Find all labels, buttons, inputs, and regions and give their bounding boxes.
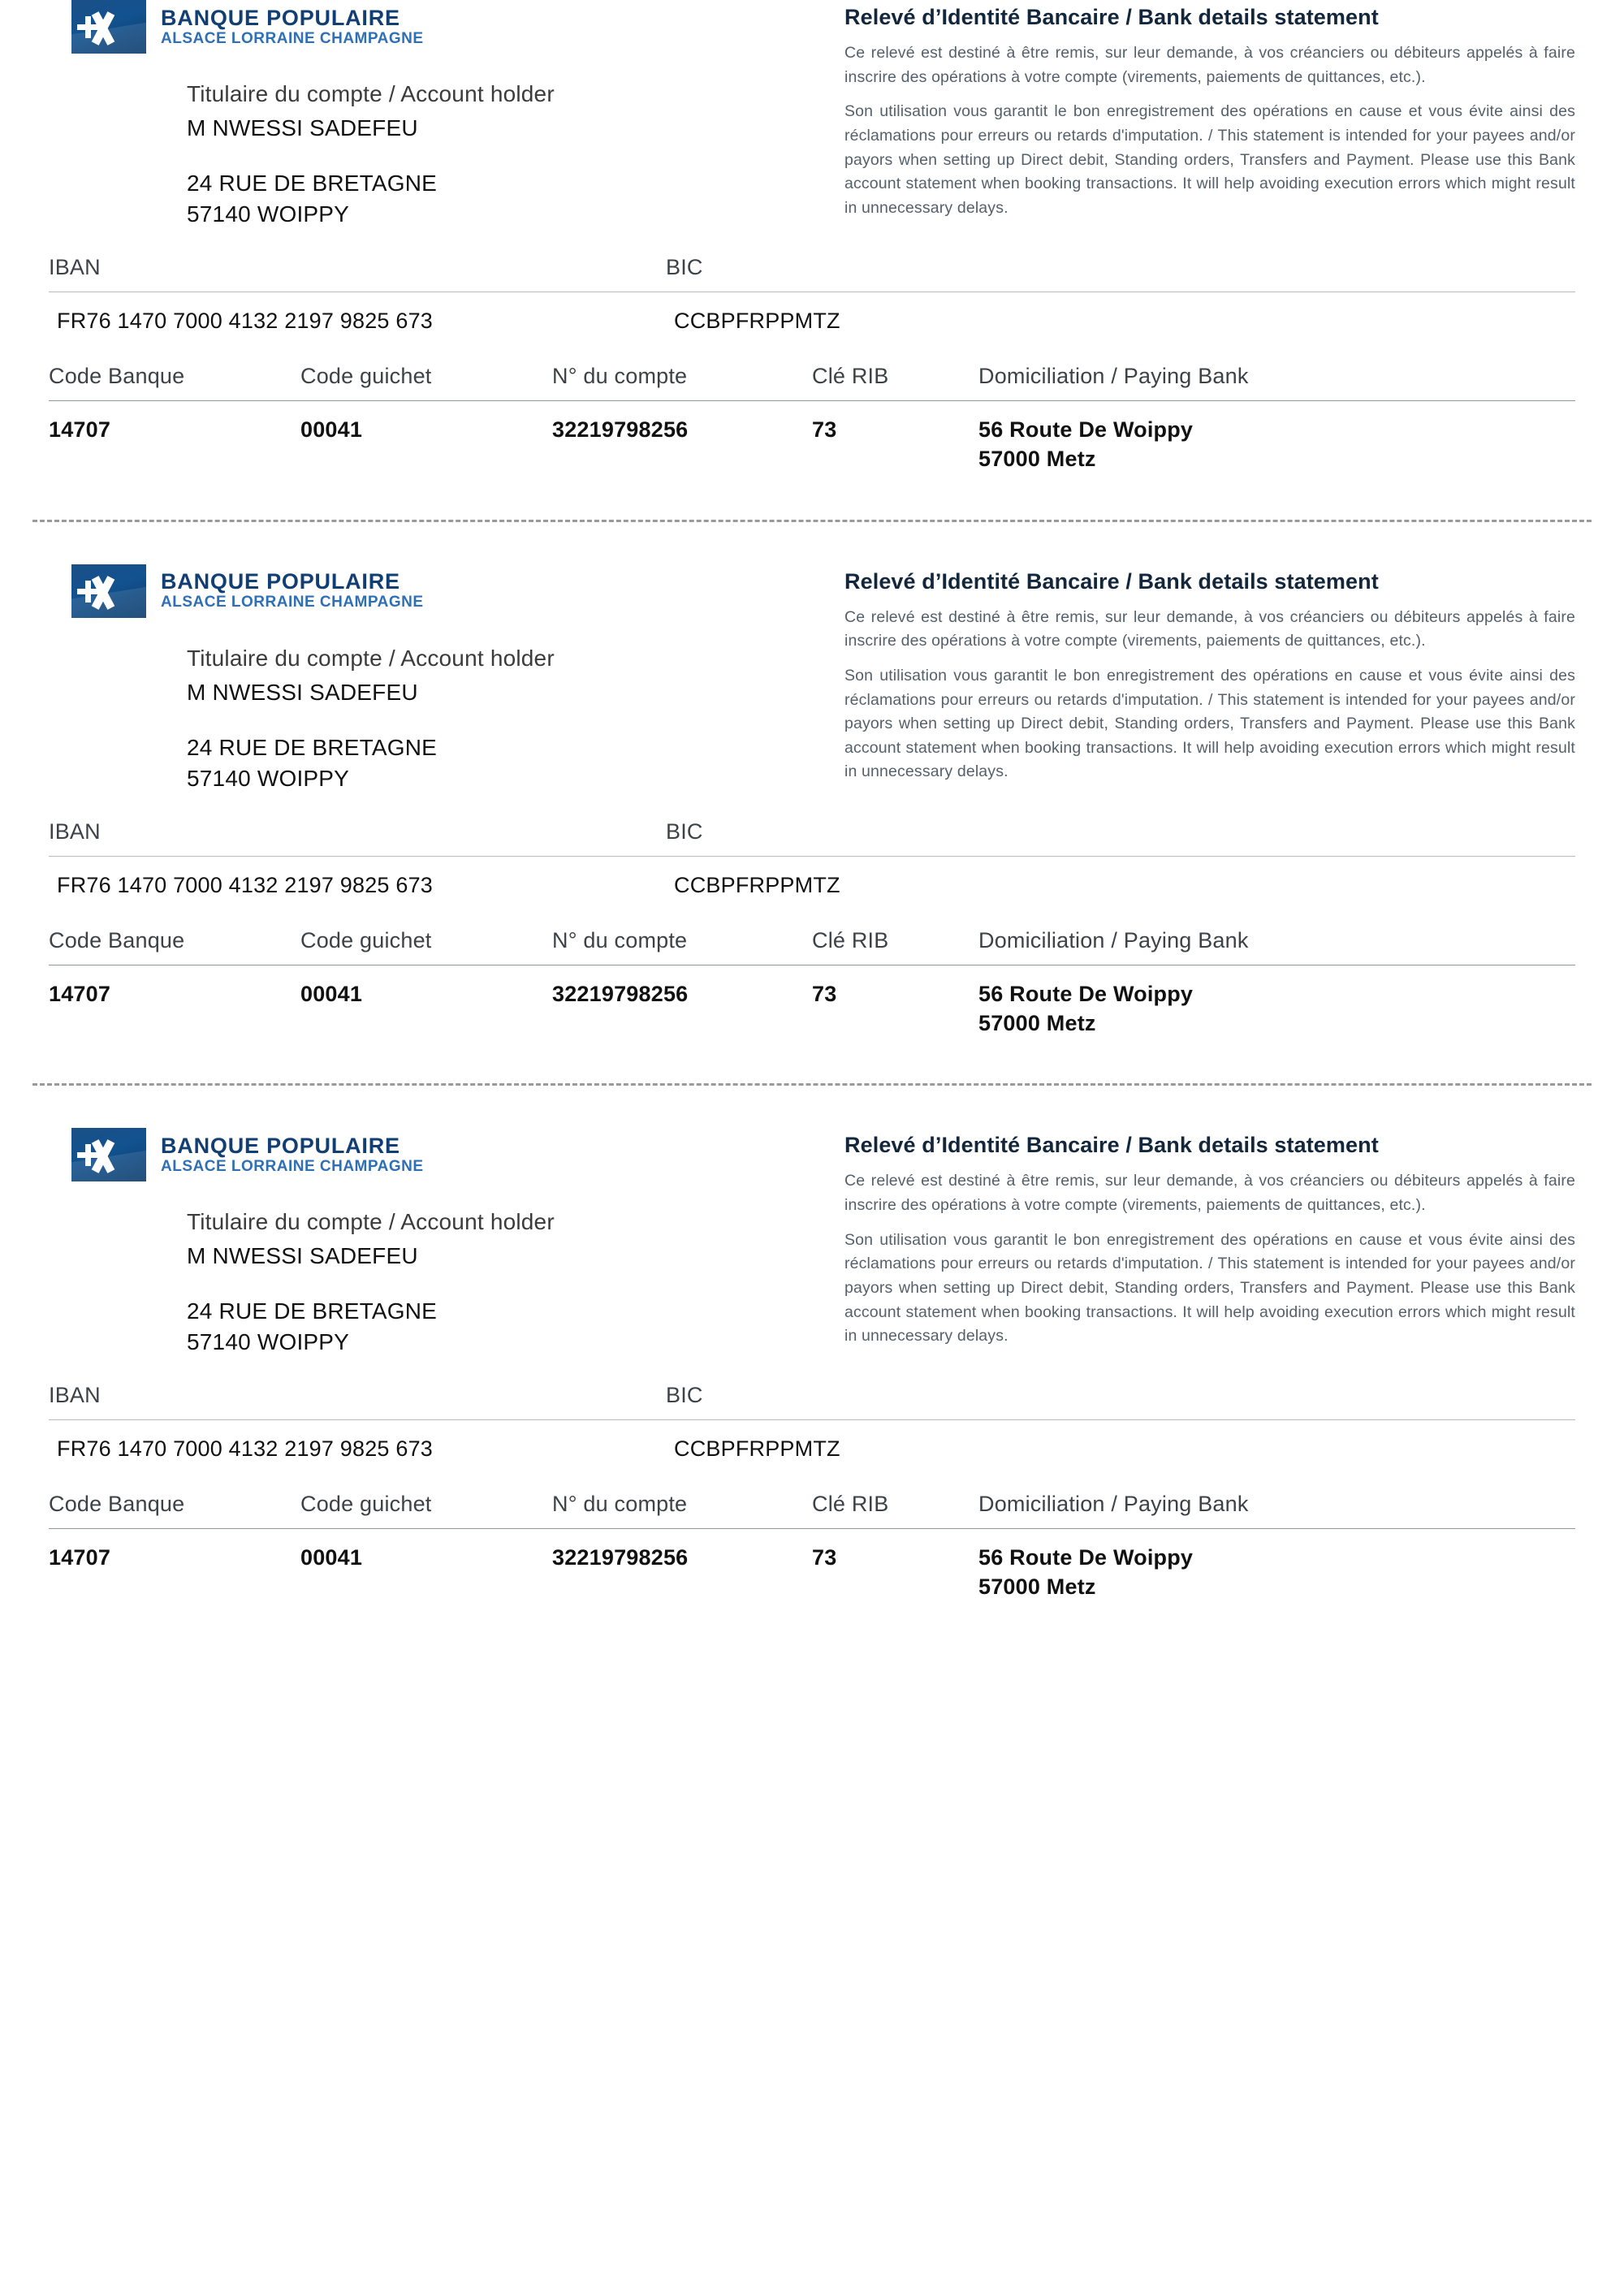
iban-value: FR76 1470 7000 4132 2197 9825 673: [57, 1436, 434, 1462]
bank-logo: [49, 0, 844, 54]
account-holder-label: Titulaire du compte / Account holder: [187, 81, 555, 106]
bank-code-value: 14707: [49, 1545, 111, 1570]
iban-bic-header-row: [49, 819, 1575, 856]
rib-notice: [844, 1128, 1575, 1348]
rib-left-column: [49, 0, 844, 227]
bank-name-line1: BANQUE POPULAIRE: [161, 1133, 400, 1158]
iban-bic-section: [49, 255, 1575, 336]
iban-bic-section: [49, 819, 1575, 901]
bank-code-label: Code Banque: [49, 927, 185, 952]
rib-key-label: Clé RIB: [812, 1492, 889, 1517]
notice-paragraph-2: Son utilisation vous garantit le bon enregistrement des opérations en cause et vous évite ainsi des réclamations pour erreurs ou retards d'imputation. / This statement is intended for your payees and/or payors when setting up Direct debit, Standing orders, Transfers and Payment. Please use this Bank account statement when booking transactions. It will help avoiding execution errors which might result in unnecessary delays.: [844, 1230, 1575, 1346]
rib-key-value: 73: [812, 981, 837, 1006]
domiciliation-value: [978, 416, 1547, 474]
account-holder-label: Titulaire du compte / Account holder: [187, 645, 555, 671]
iban-bic-value-row: [49, 292, 1575, 336]
branch-code-label: Code guichet: [300, 1492, 432, 1517]
rib-table-section: [49, 364, 1575, 474]
account-holder-block: [49, 1209, 844, 1355]
bank-logo: [49, 1128, 844, 1181]
notice-paragraph-1: Ce relevé est destiné à être remis, sur leur demande, à vos créanciers ou débiteurs appelés à faire inscrire des opérations à votre compte (virements, paiements de quittances, etc.).: [844, 44, 1575, 86]
bank-logo-plus-x-icon: [71, 0, 146, 54]
iban-bic-value-row: [49, 1420, 1575, 1464]
account-number-label: N° du compte: [552, 927, 688, 952]
iban-label: IBAN: [49, 255, 101, 279]
iban-bic-section: [49, 1383, 1575, 1464]
bic-value: CCBPFRPPMTZ: [674, 872, 840, 897]
bic-value: CCBPFRPPMTZ: [674, 1436, 840, 1462]
spacer: [32, 1038, 1592, 1083]
rib-left-column: [49, 1128, 844, 1355]
bank-name-line2: ALSACE LORRAINE CHAMPAGNE: [161, 594, 424, 611]
domiciliation-line2: 57000 Metz: [978, 1574, 1096, 1600]
account-holder-label: Titulaire du compte / Account holder: [187, 1209, 555, 1235]
account-holder-address-line1: 24 RUE DE BRETAGNE: [187, 734, 438, 760]
rib-table-header-row: [49, 1492, 1575, 1528]
rib-table-section: [49, 1492, 1575, 1602]
domiciliation-label: Domiciliation / Paying Bank: [978, 927, 1249, 952]
account-number-label: N° du compte: [552, 363, 688, 388]
bank-code-label: Code Banque: [49, 363, 185, 388]
account-holder-address-line2: 57140 WOIPPY: [187, 765, 350, 791]
rib-header: [49, 564, 1575, 792]
bank-name: [161, 6, 424, 48]
account-number-value: 32219798256: [552, 417, 689, 442]
account-holder-address-line2: 57140 WOIPPY: [187, 201, 350, 227]
notice-title: Relevé d’Identité Bancaire / Bank details statement: [844, 568, 1379, 594]
domiciliation-line1: 56 Route De Woippy: [978, 1545, 1194, 1570]
iban-value: FR76 1470 7000 4132 2197 9825 673: [57, 872, 434, 897]
bank-name: [161, 570, 424, 611]
iban-value: FR76 1470 7000 4132 2197 9825 673: [57, 309, 434, 333]
account-holder-address-line1: 24 RUE DE BRETAGNE: [187, 171, 438, 196]
domiciliation-line2: 57000 Metz: [978, 1010, 1096, 1035]
rib-key-label: Clé RIB: [812, 363, 889, 388]
rib-table-value-row: [49, 401, 1575, 474]
bank-name-line1: BANQUE POPULAIRE: [161, 569, 400, 594]
rib-notice: [844, 0, 1575, 220]
bank-name-line1: BANQUE POPULAIRE: [161, 5, 400, 30]
rib-key-value: 73: [812, 417, 837, 442]
bic-value: CCBPFRPPMTZ: [674, 309, 840, 333]
iban-bic-value-row: [49, 857, 1575, 901]
account-number-value: 32219798256: [552, 981, 689, 1006]
bank-code-value: 14707: [49, 417, 111, 442]
iban-label: IBAN: [49, 819, 101, 844]
account-holder-address-line2: 57140 WOIPPY: [187, 1329, 350, 1355]
bank-logo-plus-x-icon: [71, 1128, 146, 1181]
branch-code-value: 00041: [300, 1545, 363, 1570]
notice-paragraph-2: Son utilisation vous garantit le bon enregistrement des opérations en cause et vous évite ainsi des réclamations pour erreurs ou retards d'imputation. / This statement is intended for your payees and/or payors when setting up Direct debit, Standing orders, Transfers and Payment. Please use this Bank account statement when booking transactions. It will help avoiding execution errors which might result in unnecessary delays.: [844, 102, 1575, 217]
rib-left-column: [49, 564, 844, 792]
bank-logo-plus-x-icon: [71, 564, 146, 618]
account-holder-address-line1: 24 RUE DE BRETAGNE: [187, 1298, 438, 1324]
notice-paragraph-1: Ce relevé est destiné à être remis, sur leur demande, à vos créanciers ou débiteurs appelés à faire inscrire des opérations à votre compte (virements, paiements de quittances, etc.).: [844, 1172, 1575, 1215]
rib-copy-3: [32, 1128, 1592, 1602]
bank-code-value: 14707: [49, 981, 111, 1006]
account-holder-name: M NWESSI SADEFEU: [187, 679, 418, 705]
bank-code-label: Code Banque: [49, 1492, 185, 1517]
domiciliation-line2: 57000 Metz: [978, 446, 1096, 471]
domiciliation-line1: 56 Route De Woippy: [978, 417, 1194, 442]
iban-label: IBAN: [49, 1383, 101, 1408]
bic-label: BIC: [666, 255, 703, 279]
spacer: [32, 474, 1592, 520]
domiciliation-value: [978, 1544, 1547, 1602]
bic-label: BIC: [666, 819, 703, 844]
branch-code-label: Code guichet: [300, 927, 432, 952]
rib-table-section: [49, 928, 1575, 1039]
rib-notice: [844, 564, 1575, 784]
rib-header: [49, 0, 1575, 227]
branch-code-label: Code guichet: [300, 363, 432, 388]
rib-key-label: Clé RIB: [812, 927, 889, 952]
bank-name: [161, 1134, 424, 1176]
rib-table-header-row: [49, 928, 1575, 965]
branch-code-value: 00041: [300, 417, 363, 442]
rib-table-value-row: [49, 965, 1575, 1039]
notice-title: Relevé d’Identité Bancaire / Bank details statement: [844, 1133, 1379, 1158]
account-number-value: 32219798256: [552, 1545, 689, 1570]
rib-copy-2: [32, 564, 1592, 1039]
domiciliation-line1: 56 Route De Woippy: [978, 981, 1194, 1006]
iban-bic-header-row: [49, 255, 1575, 292]
bank-name-line2: ALSACE LORRAINE CHAMPAGNE: [161, 29, 424, 47]
rib-table-header-row: [49, 364, 1575, 400]
bic-label: BIC: [666, 1383, 703, 1408]
account-number-label: N° du compte: [552, 1492, 688, 1517]
rib-copy-1: [32, 0, 1592, 474]
branch-code-value: 00041: [300, 981, 363, 1006]
spacer: [32, 1086, 1592, 1128]
rib-table-value-row: [49, 1529, 1575, 1602]
iban-bic-header-row: [49, 1383, 1575, 1419]
account-holder-block: [49, 646, 844, 792]
rib-key-value: 73: [812, 1545, 837, 1570]
notice-title: Relevé d’Identité Bancaire / Bank details statement: [844, 5, 1379, 29]
rib-header: [49, 1128, 1575, 1355]
account-holder-block: [49, 81, 844, 227]
account-holder-name: M NWESSI SADEFEU: [187, 1243, 418, 1269]
spacer: [32, 522, 1592, 564]
notice-paragraph-1: Ce relevé est destiné à être remis, sur leur demande, à vos créanciers ou débiteurs appelés à faire inscrire des opérations à votre compte (virements, paiements de quittances, etc.).: [844, 607, 1575, 650]
bank-logo: [49, 564, 844, 618]
notice-paragraph-2: Son utilisation vous garantit le bon enregistrement des opérations en cause et vous évite ainsi des réclamations pour erreurs ou retards d'imputation. / This statement is intended for your payees and/or payors when setting up Direct debit, Standing orders, Transfers and Payment. Please use this Bank account statement when booking transactions. It will help avoiding execution errors which might result in unnecessary delays.: [844, 666, 1575, 781]
domiciliation-value: [978, 980, 1547, 1039]
domiciliation-label: Domiciliation / Paying Bank: [978, 363, 1249, 388]
account-holder-name: M NWESSI SADEFEU: [187, 115, 418, 140]
bank-name-line2: ALSACE LORRAINE CHAMPAGNE: [161, 1158, 424, 1176]
domiciliation-label: Domiciliation / Paying Bank: [978, 1492, 1249, 1517]
